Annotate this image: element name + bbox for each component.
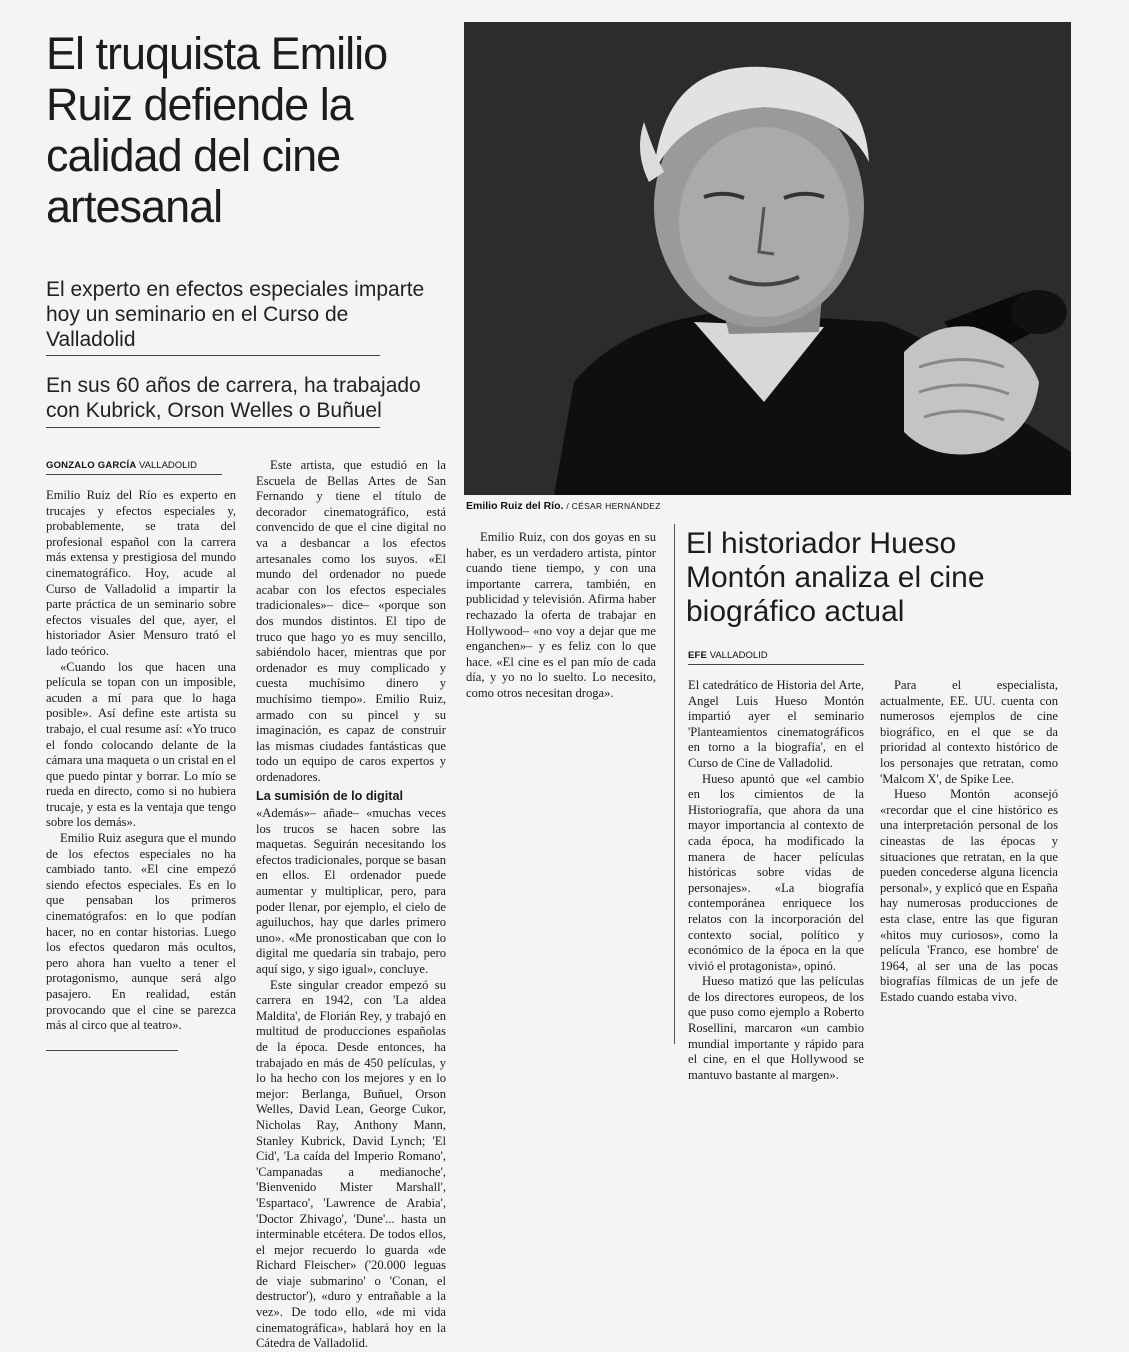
- paragraph: Hueso apuntó que «el cambio en los cimientos de la Historiografía, que ahora da una mayor importancia al contexto de cada época, ha modificado la manera de hacer películas históricas sobre vidas de personajes». «La biografía contemporánea enriquece los relatos con la incorporación del contexto social, político y económico de la época en la que vivió el protagonista», opinó.: [688, 771, 864, 973]
- paragraph: Este artista, que estudió en la Escuela de Bellas Artes de San Fernando y tiene el título de decorador cinematográfico, está convencido de que el cine digital no va a desbancar a los efectos artesanales como los suyos. «El mundo del ordenador no puede acabar con los efectos especiales tradicionales»– dice– «porque son dos mundos distintos. El tipo de truco que hago yo es muy sencillo, sabiéndolo hacer, mientras que por ordenador es muy complicado y cuesta muchísimo dinero y muchísimo tiempo». Emilio Ruiz, armado con su pincel y su imaginación, es capaz de construir las mismas ciudades fantásticas que todo un equipo de caros expertos y ordenadores.: [256, 458, 446, 784]
- paragraph: El catedrático de Historia del Arte, Angel Luis Hueso Montón impartió ayer el seminario 'Planteamientos cinematográficos en torno a la biografía', en el Curso de Cine de Valladolid.: [688, 678, 864, 770]
- byline-author: GONZALO GARCÍA: [46, 460, 137, 471]
- article-photo: [464, 22, 1071, 495]
- byline: [688, 650, 768, 661]
- paragraph: Hueso Montón aconsejó «recordar que el cine histórico es una interpretación personal de los cineastas de las épocas y situaciones que retratan, en la que pueden concederse alguna licencia personal», y explicó que en España hay numerosas producciones de esta clase, entre las que figuran «hitos muy curiosos», como la película 'Franco, ese hombre' de 1964, al ser una de las pocas biografías fílmicas de un jefe de Estado cuando estaba vivo.: [880, 787, 1058, 1004]
- article-column-1: [46, 488, 236, 1034]
- column-separator: [674, 524, 675, 1044]
- photo-credit: / CÉSAR HERNÁNDEZ: [566, 501, 661, 511]
- main-headline: El truquista Emilio Ruiz defiende la calidad del cine artesanal: [46, 28, 388, 232]
- photo-caption: [466, 500, 661, 512]
- article2-column-2: [880, 678, 1058, 1005]
- caption-text: Emilio Ruiz del Río.: [466, 500, 564, 512]
- divider: [688, 664, 864, 665]
- article-column-2: [256, 458, 446, 1352]
- byline-place: VALLADOLID: [709, 650, 768, 661]
- divider: [46, 427, 380, 428]
- paragraph: Para el especialista, actualmente, EE. UU. cuenta con numerosos ejemplos de cine biográfico, en el que se da prioridad al contexto histórico de los personajes que retratan, como 'Malcom X', de Spike Lee.: [880, 678, 1058, 786]
- paragraph: Emilio Ruiz asegura que el mundo de los efectos especiales no ha cambiado tanto. «El cine empezó siendo efectos especiales. Es en lo que pensaban los primeros cinematógrafos: en lo que podían hacer, no en contar historias. Luego los efectos quedaron más ocultos, pero ahora han vuelto a tener el protagonismo, aunque será algo pasajero. En realidad, están provocando que el cine se parezca más al circo que al teatro».: [46, 831, 236, 1033]
- column-end-rule: [46, 1050, 178, 1051]
- byline-place: VALLADOLID: [139, 460, 197, 471]
- portrait-photo: [464, 22, 1071, 495]
- subheadline-secondary: En sus 60 años de carrera, ha trabajado con Kubrick, Orson Welles o Buñuel: [46, 374, 421, 422]
- subheadline: El experto en efectos especiales imparte hoy un seminario en el Curso de Valladolid: [46, 278, 425, 351]
- byline: [46, 460, 197, 471]
- byline-author: EFE: [688, 650, 708, 661]
- article-column-3: [466, 530, 656, 702]
- section-heading: La sumisión de lo digital: [256, 789, 403, 804]
- paragraph: Emilio Ruiz, con dos goyas en su haber, es un verdadero artista, pintor cuando tiene tiempo, y con una importante carrera, también, en publicidad y televisión. Afirma haber rechazado la oferta de trabajar en Hollywood– «no voy a dejar que me enganchen»– y es feliz con lo que hace. «El cine es el pan mío de cada día, y yo no lo suelto. Lo necesito, como otros necesitan droga».: [466, 530, 656, 700]
- secondary-headline: El historiador Hueso Montón analiza el cine biográfico actual: [686, 527, 985, 628]
- paragraph: Emilio Ruiz del Río es experto en trucajes y efectos especiales y, probablemente, se trata del profesional español con la carrera más extensa y prestigiosa del mundo cinematográfico. Hoy, acude al Curso de Valladolid a impartir la parte práctica de un seminario sobre efectos visuales del que, ayer, el historiador Asier Mensuro trató el lado teórico.: [46, 488, 236, 658]
- article2-column-1: [688, 678, 864, 1083]
- paragraph: «Cuando los que hacen una película se topan con un imposible, acuden a mí para que lo haga posible». Así define este artista su trabajo, el cual resume así: «Yo truco el fondo colocando delante de la cámara una maqueta o un cristal en el que puedo pintar y borrar. Lo mío se rueda en directo, como si no hubiera trucaje, y esta es la ventaja que tengo sobre los demás».: [46, 659, 236, 830]
- divider: [46, 355, 380, 356]
- paragraph: Este singular creador empezó su carrera en 1942, con 'La aldea Maldita', de Florián Rey, y trabajó en multitud de producciones españolas de la época. Desde entonces, ha trabajado en más de 450 películas, y lo ha hecho con los mejores y en lo mejor: Berlanga, Buñuel, Orson Welles, David Lean, George Cukor, Nicholas Ray, Anthony Mann, Stanley Kubrick, David Lynch; 'El Cid', 'La caída del Imperio Romano', 'Campanadas a medianoche', 'Bienvenido Mister Marshall', 'Espartaco', 'Lawrence de Arabia', 'Doctor Zhivago', 'Dune'... hasta un interminable etcétera. De todos ellos, el mejor recuerdo lo guarda «de Richard Fleischer» ('20.000 leguas de viaje submarino' o 'Conan, el destructor'), «duro y entrañable a la vez». De todo ello, «de mi vida cinematográfica», hablará hoy en la Cátedra de Valladolid.: [256, 977, 446, 1351]
- paragraph: «Además»– añade– «muchas veces los trucos se hacen sobre las maquetas. Seguirán necesitando los efectos tradicionales, porque se basan en ellos. El ordenador puede aumentar y multiplicar, pero, para poder llenar, por ejemplo, el cielo de aguiluchos, hay que darles primero uno». «Me pronosticaban que con lo digital me quedaría sin trabajo, pero aquí sigo, y sigo igual», concluye.: [256, 806, 446, 976]
- paragraph: Hueso matizó que las películas de los directores europeos, de los que puso como ejemplo a Roberto Rosellini, marcaron «un cambio mundial importante y rápido para el cine, en el que Hollywood se mantuvo bastante al margen».: [688, 974, 864, 1082]
- divider: [46, 474, 222, 475]
